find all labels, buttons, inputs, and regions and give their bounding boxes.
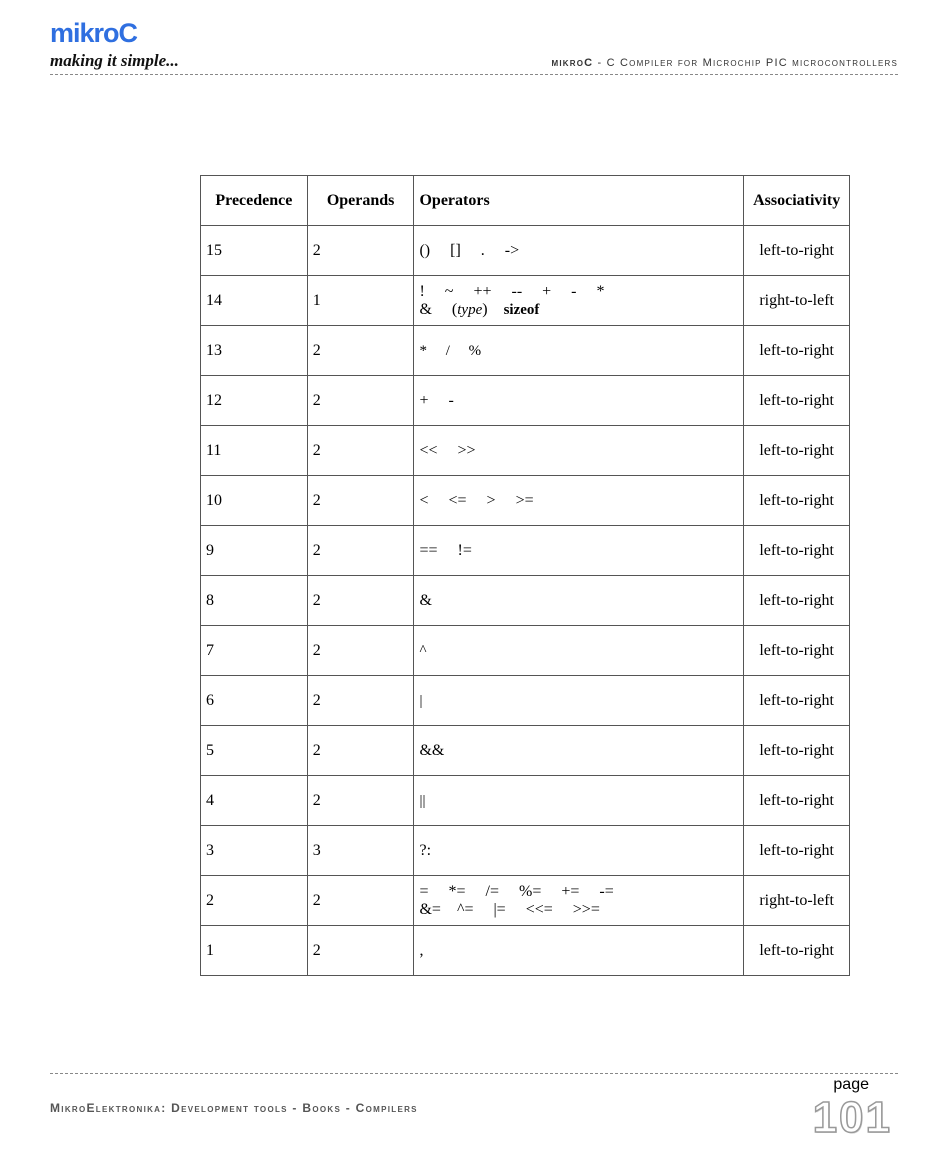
operators-text: | bbox=[419, 692, 423, 709]
header-operands: Operands bbox=[307, 176, 414, 226]
cell-operators bbox=[414, 276, 744, 326]
operators-line: = *= /= %= += -= bbox=[419, 882, 614, 900]
cell-operators bbox=[414, 326, 744, 376]
cell-precedence: 12 bbox=[201, 376, 308, 426]
table-row bbox=[201, 826, 850, 876]
cell-operators: < <= > >= bbox=[414, 476, 744, 526]
cell-operators bbox=[414, 776, 744, 826]
cell-associativity: left-to-right bbox=[744, 476, 850, 526]
cell-associativity: right-to-left bbox=[744, 276, 850, 326]
cell-operands: 2 bbox=[307, 776, 414, 826]
table-row bbox=[201, 776, 850, 826]
table-row bbox=[201, 476, 850, 526]
cell-associativity: left-to-right bbox=[744, 376, 850, 426]
cell-precedence: 1 bbox=[201, 926, 308, 976]
page-label: page bbox=[833, 1076, 869, 1093]
cell-associativity: left-to-right bbox=[744, 826, 850, 876]
cell-precedence: 5 bbox=[201, 726, 308, 776]
table-row bbox=[201, 426, 850, 476]
operators-keyword: sizeof bbox=[503, 301, 540, 318]
operator-precedence-table bbox=[200, 175, 850, 976]
table-row bbox=[201, 526, 850, 576]
operators-line bbox=[419, 301, 738, 319]
cell-operators bbox=[414, 676, 744, 726]
cell-precedence: 9 bbox=[201, 526, 308, 576]
operators-type-placeholder: type bbox=[457, 301, 483, 318]
table-row bbox=[201, 326, 850, 376]
cell-operators: && bbox=[414, 726, 744, 776]
footer-divider bbox=[50, 1073, 898, 1074]
cell-associativity: left-to-right bbox=[744, 776, 850, 826]
footer-publisher: MikroElektronika: Development tools - Books - Compilers bbox=[50, 1101, 418, 1115]
table-row bbox=[201, 726, 850, 776]
cell-operators bbox=[414, 876, 744, 926]
operators-line: &= ^= |= <<= >>= bbox=[419, 900, 600, 918]
header-title bbox=[551, 58, 898, 69]
table-row bbox=[201, 926, 850, 976]
cell-operands: 2 bbox=[307, 926, 414, 976]
cell-operators: , bbox=[414, 926, 744, 976]
operators-fragment: & ( bbox=[419, 300, 458, 318]
brand-logo: mikroC bbox=[50, 18, 138, 48]
cell-associativity: left-to-right bbox=[744, 926, 850, 976]
table-row bbox=[201, 276, 850, 326]
cell-associativity: left-to-right bbox=[744, 426, 850, 476]
header-operators: Operators bbox=[414, 176, 744, 226]
cell-operands: 2 bbox=[307, 376, 414, 426]
cell-associativity: left-to-right bbox=[744, 726, 850, 776]
cell-operands: 2 bbox=[307, 226, 414, 276]
cell-operands: 2 bbox=[307, 576, 414, 626]
table-row bbox=[201, 576, 850, 626]
table-row bbox=[201, 676, 850, 726]
cell-operands: 1 bbox=[307, 276, 414, 326]
header-precedence: Precedence bbox=[201, 176, 308, 226]
operators-fragment: ) bbox=[482, 300, 504, 318]
cell-associativity: left-to-right bbox=[744, 626, 850, 676]
operators-line: ! ~ ++ -- + - * bbox=[419, 282, 605, 300]
table-row bbox=[201, 376, 850, 426]
cell-precedence: 11 bbox=[201, 426, 308, 476]
table-row bbox=[201, 876, 850, 926]
table-row bbox=[201, 626, 850, 676]
cell-precedence: 10 bbox=[201, 476, 308, 526]
operators-text: ^ bbox=[419, 642, 427, 659]
cell-operands: 2 bbox=[307, 426, 414, 476]
cell-associativity: right-to-left bbox=[744, 876, 850, 926]
cell-precedence: 6 bbox=[201, 676, 308, 726]
header-title-product: mikroC bbox=[551, 57, 594, 69]
cell-operands: 2 bbox=[307, 726, 414, 776]
cell-associativity: left-to-right bbox=[744, 526, 850, 576]
cell-operators: () [] . -> bbox=[414, 226, 744, 276]
cell-operators: + - bbox=[414, 376, 744, 426]
cell-associativity: left-to-right bbox=[744, 326, 850, 376]
cell-operands: 2 bbox=[307, 476, 414, 526]
cell-precedence: 4 bbox=[201, 776, 308, 826]
table-row bbox=[201, 226, 850, 276]
cell-operands: 2 bbox=[307, 526, 414, 576]
cell-precedence: 2 bbox=[201, 876, 308, 926]
cell-precedence: 14 bbox=[201, 276, 308, 326]
cell-associativity: left-to-right bbox=[744, 226, 850, 276]
operators-text: * / % bbox=[419, 342, 482, 359]
cell-operands: 2 bbox=[307, 326, 414, 376]
cell-precedence: 15 bbox=[201, 226, 308, 276]
brand-tagline: making it simple... bbox=[50, 51, 179, 70]
cell-operands: 2 bbox=[307, 876, 414, 926]
cell-operators: & bbox=[414, 576, 744, 626]
cell-operators: ?: bbox=[414, 826, 744, 876]
cell-precedence: 13 bbox=[201, 326, 308, 376]
page-number: 101 bbox=[812, 1093, 892, 1142]
cell-precedence: 3 bbox=[201, 826, 308, 876]
operators-text: || bbox=[419, 792, 426, 809]
cell-operands: 2 bbox=[307, 676, 414, 726]
cell-operators: << >> bbox=[414, 426, 744, 476]
cell-precedence: 7 bbox=[201, 626, 308, 676]
cell-operands: 3 bbox=[307, 826, 414, 876]
cell-operands: 2 bbox=[307, 626, 414, 676]
header-title-description: - C Compiler for Microchip PIC microcontrollers bbox=[593, 57, 898, 69]
cell-associativity: left-to-right bbox=[744, 676, 850, 726]
header-divider bbox=[50, 74, 898, 75]
table-header-row bbox=[201, 176, 850, 226]
cell-operators: == != bbox=[414, 526, 744, 576]
cell-operators bbox=[414, 626, 744, 676]
header-associativity: Associativity bbox=[744, 176, 850, 226]
cell-associativity: left-to-right bbox=[744, 576, 850, 626]
cell-precedence: 8 bbox=[201, 576, 308, 626]
